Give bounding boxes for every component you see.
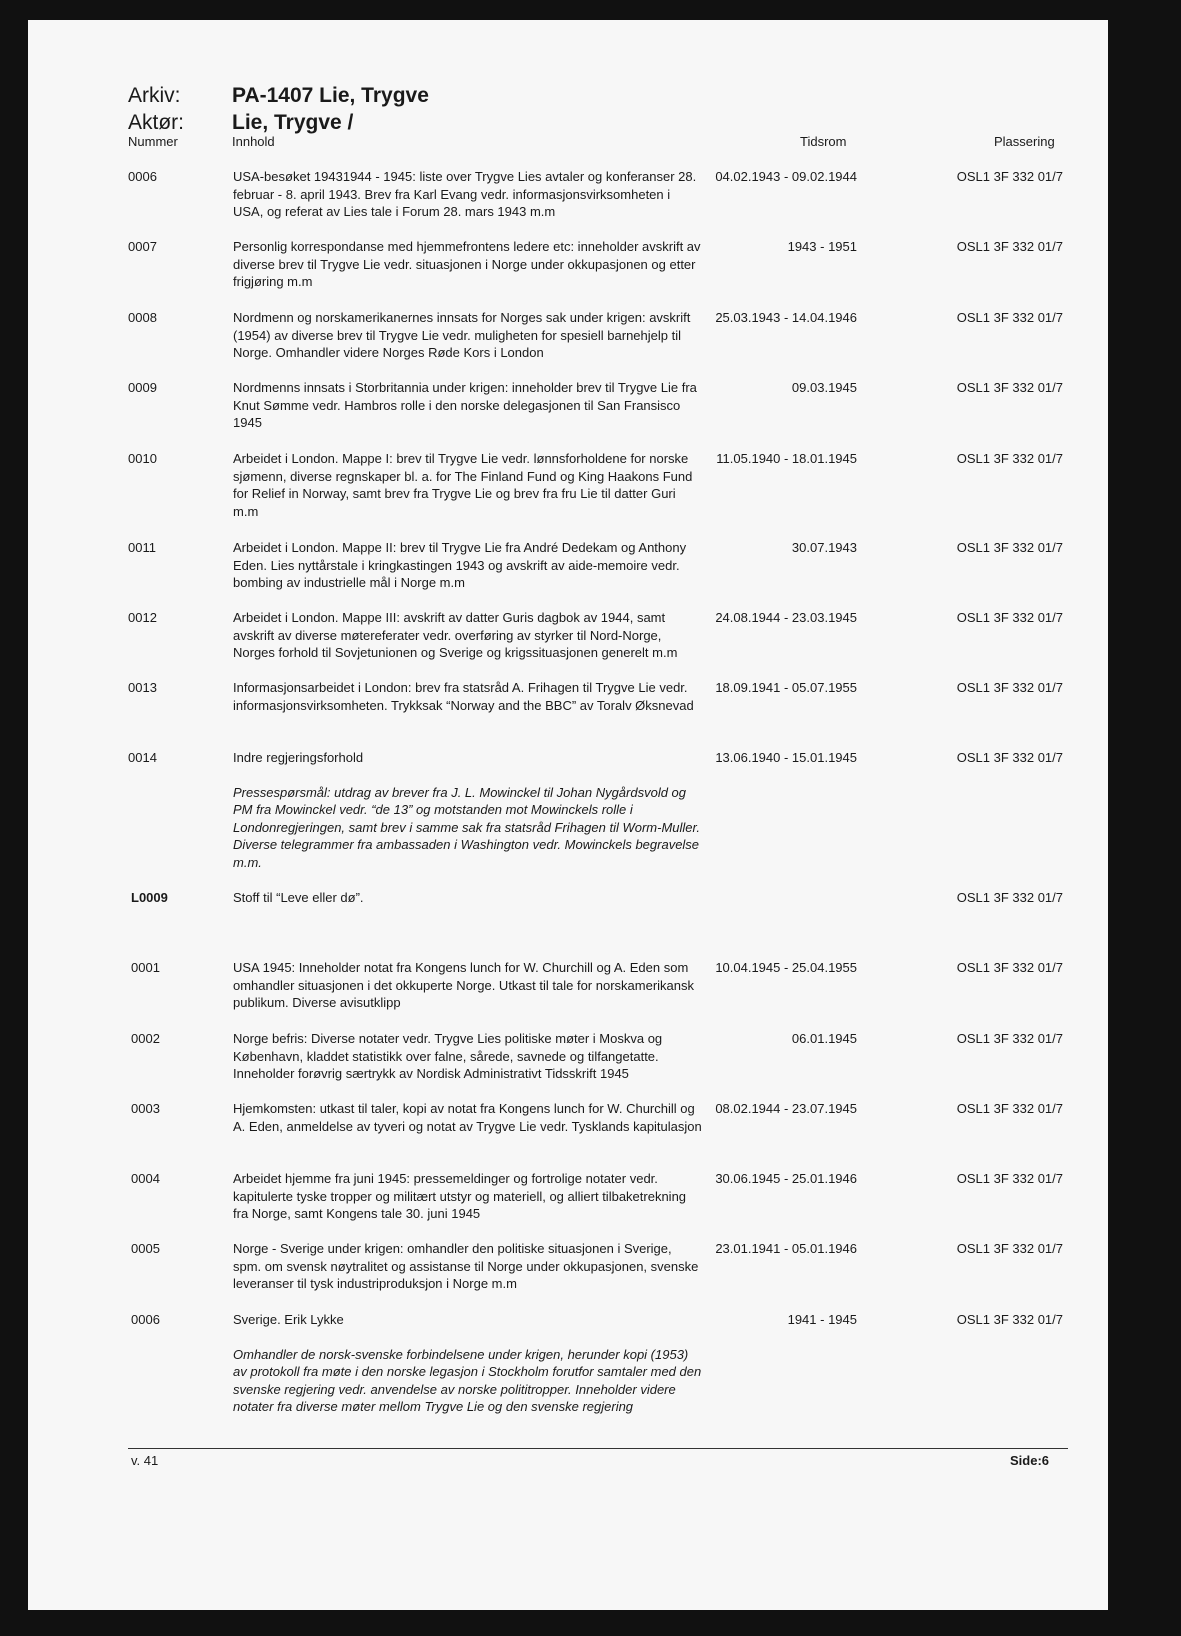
- record-description: Hjemkomsten: utkast til taler, kopi av notat fra Kongens lunch for W. Churchill og A. Eden, anmeldelse av tyveri og notat av Trygve Lie vedr. Tysklands kapitulasjon: [233, 1101, 702, 1134]
- record-content: [233, 749, 703, 872]
- record-number: 0011: [128, 540, 156, 555]
- record-description: Arbeidet i London. Mappe III: avskrift av datter Guris dagbok av 1944, samt avskrift av diverse møtereferater vedr. overføring av styrker til Nord-Norge, Norges forhold til Sovjetunionen og Sverige og krigssituasjonen generelt m.m: [233, 610, 678, 661]
- record-date-range: 30.06.1945 - 25.01.1946: [715, 1171, 857, 1186]
- record-note: Omhandler de norsk-svenske forbindelsene under krigen, herunder kopi (1953) av protokoll fra møte i den norske legasjon i Stockholm forutfor samtaler med den svenske regjering vedr. anvendelse av norske polititropper. Inneholder videre notater fra diverse møter mellom Trygve Lie og den svenske regjering: [233, 1346, 702, 1415]
- record-number: 0002: [131, 1031, 160, 1046]
- record-number: 0004: [131, 1171, 160, 1186]
- record-number: 0008: [128, 310, 157, 325]
- column-header-tidsrom: Tidsrom: [800, 134, 847, 149]
- record-number: 0010: [128, 451, 157, 466]
- record-number: 0006: [128, 169, 157, 184]
- record-content: [233, 1030, 703, 1083]
- record-location: OSL1 3F 332 01/7: [956, 239, 1063, 254]
- record-date-range: 06.01.1945: [791, 1031, 857, 1046]
- record-note: Pressespørsmål: utdrag av brever fra J. L. Mowinckel til Johan Nygårdsvold og PM fra Mowinckel vedr. “de 13” og motstanden mot Mowinckels rolle i Londonregjeringen, samt brev i samme sak fra statsråd Frihagen til Worm-Muller. Diverse telegrammer fra ambassaden i Washington vedr. Mowinckels begravelse m.m.: [233, 784, 700, 870]
- record-date-range: 10.04.1945 - 25.04.1955: [715, 960, 857, 975]
- record-date-range: 1943 - 1951: [787, 239, 857, 254]
- record-description: Arbeidet i London. Mappe II: brev til Trygve Lie fra André Dedekam og Anthony Eden. Lies nyttårstale i kringkastingen 1943 og avskrift av aide-memoire vedr. bombing av industrielle mål i Norge m.m: [233, 540, 687, 591]
- record-description: Indre regjeringsforhold: [233, 750, 364, 765]
- record-number: 0003: [131, 1101, 160, 1116]
- record-content: [233, 539, 703, 592]
- record-content: [233, 609, 703, 662]
- record-location: OSL1 3F 332 01/7: [956, 960, 1063, 975]
- record-number: 0009: [128, 380, 157, 395]
- record-content: [233, 450, 703, 520]
- record-description: Arbeidet i London. Mappe I: brev til Trygve Lie vedr. lønnsforholdene for norske sjømenn, diverse regnskaper bl. a. for The Finland Fund og King Haakons Fund for Relief in Norway, samt brev fra Trygve Lie og brev fra fru Lie til datter Guri m.m: [233, 451, 693, 519]
- record-number: 0007: [128, 239, 157, 254]
- record-description: Personlig korrespondanse med hjemmefrontens ledere etc: inneholder avskrift av diverse brev til Trygve Lie vedr. situasjonen i Norge under okkupasjonen og etter frigjøring m.m: [233, 239, 701, 290]
- record-date-range: 1941 - 1945: [787, 1312, 857, 1327]
- record-number: 0012: [128, 610, 157, 625]
- footer-version: v. 41: [131, 1453, 159, 1468]
- record-location: OSL1 3F 332 01/7: [956, 1101, 1063, 1116]
- aktor-value: Lie, Trygve /: [232, 111, 354, 134]
- column-header-nummer: Nummer: [128, 134, 178, 149]
- record-content: [233, 1100, 703, 1135]
- record-description: Norge - Sverige under krigen: omhandler den politiske situasjonen i Sverige, spm. om svensk nøytralitet og assistanse til Norge under okkupasjonen, svenske leveranser til tysk industriproduksjon i Norge m.m: [233, 1241, 699, 1292]
- record-content: [233, 238, 703, 291]
- record-date-range: 09.03.1945: [791, 380, 857, 395]
- record-date-range: 23.01.1941 - 05.01.1946: [715, 1241, 857, 1256]
- record-number: 0014: [128, 750, 157, 765]
- record-content: [233, 1240, 703, 1293]
- record-description: Arbeidet hjemme fra juni 1945: pressemeldinger og fortrolige notater vedr. kapitulerte tyske tropper og militært utstyr og materiell, og alliert tilbaketrekning fra Norge, samt Kongens tale 30. juni 1945: [233, 1171, 687, 1222]
- record-content: [233, 959, 703, 1012]
- record-location: OSL1 3F 332 01/7: [956, 890, 1063, 905]
- record-number: L0009: [131, 890, 168, 905]
- record-number: 0013: [128, 680, 157, 695]
- record-date-range: 04.02.1943 - 09.02.1944: [715, 169, 857, 184]
- record-description: Stoff til “Leve eller dø”.: [233, 890, 364, 905]
- record-content: [233, 309, 703, 362]
- record-location: OSL1 3F 332 01/7: [956, 1171, 1063, 1186]
- record-number: 0001: [131, 960, 160, 975]
- aktor-label: Aktør:: [128, 111, 184, 134]
- record-location: OSL1 3F 332 01/7: [956, 310, 1063, 325]
- record-location: OSL1 3F 332 01/7: [956, 680, 1063, 695]
- arkiv-label: Arkiv:: [128, 84, 181, 107]
- record-number: 0006: [131, 1312, 160, 1327]
- footer-divider: [128, 1448, 1068, 1449]
- record-content: [233, 379, 703, 432]
- record-date-range: 13.06.1940 - 15.01.1945: [715, 750, 857, 765]
- record-date-range: 24.08.1944 - 23.03.1945: [715, 610, 857, 625]
- record-date-range: 18.09.1941 - 05.07.1955: [715, 680, 857, 695]
- record-content: [233, 1311, 703, 1416]
- record-content: [233, 1170, 703, 1223]
- footer-page-number: Side:6: [1009, 1453, 1049, 1468]
- record-number: 0005: [131, 1241, 160, 1256]
- record-location: OSL1 3F 332 01/7: [956, 1241, 1063, 1256]
- record-location: OSL1 3F 332 01/7: [956, 169, 1063, 184]
- record-date-range: 11.05.1940 - 18.01.1945: [716, 451, 857, 466]
- record-content: [233, 889, 703, 907]
- record-description: USA-besøket 19431944 - 1945: liste over Trygve Lies avtaler og konferanser 28. februar - 8. april 1943. Brev fra Karl Evang vedr. informasjonsvirksomheten i USA, og referat av Lies tale i Forum 28. mars 1943 m.m: [233, 169, 697, 220]
- record-description: Informasjonsarbeidet i London: brev fra statsråd A. Frihagen til Trygve Lie vedr. informasjonsvirksomheten. Trykksak “Norway and the BBC” av Toralv Øksnevad: [233, 680, 694, 713]
- record-description: USA 1945: Inneholder notat fra Kongens lunch for W. Churchill og A. Eden som omhandler situasjonen i det okkuperte Norge. Utkast til tale for norskamerikansk publikum. Diverse avisutklipp: [233, 960, 694, 1011]
- record-date-range: 25.03.1943 - 14.04.1946: [715, 310, 857, 325]
- record-location: OSL1 3F 332 01/7: [956, 750, 1063, 765]
- record-date-range: 30.07.1943: [791, 540, 857, 555]
- record-date-range: 08.02.1944 - 23.07.1945: [715, 1101, 857, 1116]
- record-description: Sverige. Erik Lykke: [233, 1312, 344, 1327]
- record-description: Nordmenn og norskamerikanernes innsats for Norges sak under krigen: avskrift (1954) av diverse brev til Trygve Lie vedr. muligheten for spesiell barnehjelp til Norge. Omhandler videre Norges Røde Kors i London: [233, 310, 691, 361]
- column-header-innhold: Innhold: [232, 134, 275, 149]
- record-description: Nordmenns innsats i Storbritannia under krigen: inneholder brev til Trygve Lie fra Knut Sømme vedr. Hambros rolle i den norske delegasjonen til San Fransisco 1945: [233, 380, 697, 431]
- record-location: OSL1 3F 332 01/7: [956, 610, 1063, 625]
- column-header-plassering: Plassering: [994, 134, 1055, 149]
- record-location: OSL1 3F 332 01/7: [956, 540, 1063, 555]
- record-location: OSL1 3F 332 01/7: [956, 451, 1063, 466]
- record-location: OSL1 3F 332 01/7: [956, 380, 1063, 395]
- record-content: [233, 679, 703, 714]
- record-content: [233, 168, 703, 221]
- record-location: OSL1 3F 332 01/7: [956, 1312, 1063, 1327]
- record-location: OSL1 3F 332 01/7: [956, 1031, 1063, 1046]
- arkiv-value: PA-1407 Lie, Trygve: [232, 84, 429, 107]
- record-description: Norge befris: Diverse notater vedr. Trygve Lies politiske møter i Moskva og København, kladdet statistikk over falne, sårede, savnede og tilfangetatte. Inneholder forøvrig særtrykk av Nordisk Administrativt Tidsskrift 1945: [233, 1031, 663, 1082]
